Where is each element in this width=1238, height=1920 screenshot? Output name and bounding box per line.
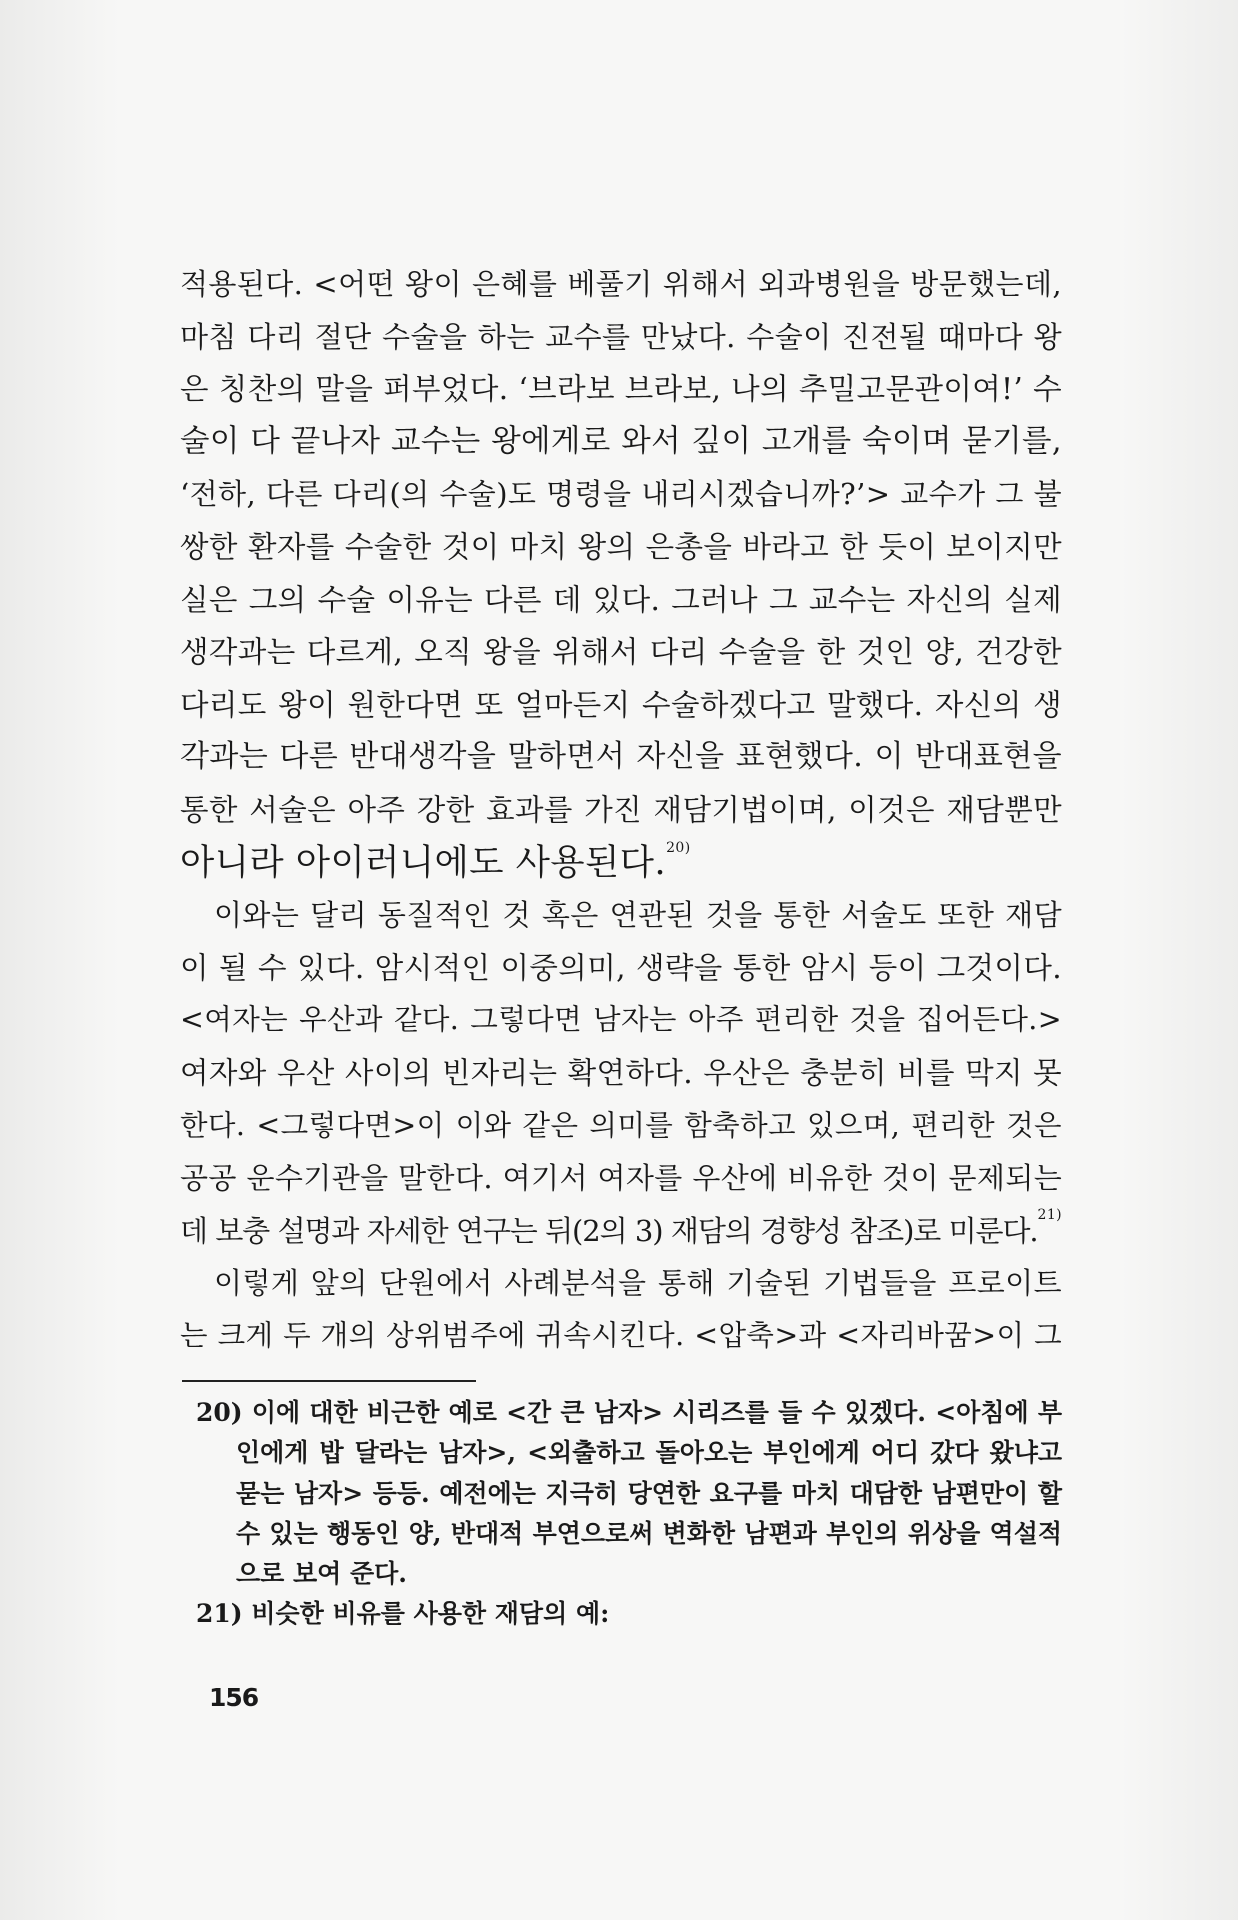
para2-line: 이와는 달리 동질적인 것 혹은 연관된 것을 통한 서술도 또한 재담 [214,898,1062,933]
footnote-20-line: 인에게 밥 달라는 남자>, <외출하고 돌아오는 부인에게 어디 갔다 왔냐고 [236,1438,1062,1468]
para2-line: 이 될 수 있다. 암시적인 이중의미, 생략을 통한 암시 등이 그것이다. [180,950,1062,985]
body-line-end-text: 아니라 아이러니에도 사용된다. [180,841,667,883]
body-line: 실은 그의 수술 이유는 다른 데 있다. 그러나 그 교수는 자신의 실제 [180,582,1062,617]
body-line: 쌍한 환자를 수술한 것이 마치 왕의 은총을 바라고 한 듯이 보이지만 [180,529,1062,564]
para2-line-end [180,1205,1062,1258]
para2-line: 여자와 우산 사이의 빈자리는 확연하다. 우산은 충분히 비를 막지 못 [180,1055,1062,1090]
body-line: 다리도 왕이 원한다면 또 얼마든지 수술하겠다고 말했다. 자신의 생 [180,687,1062,722]
footnote-20-line: 묻는 남자> 등등. 예전에는 지극히 당연한 요구를 마치 대담한 남편만이 할 [236,1478,1062,1508]
para2-line: 공공 운수기관을 말한다. 여기서 여자를 우산에 비유한 것이 문제되는 [180,1161,1063,1196]
body-line: 생각과는 다르게, 오직 왕을 위해서 다리 수술을 한 것인 양, 건강한 [180,635,1062,670]
footnotes [196,1393,1062,1635]
para3-line: 이렇게 앞의 단원에서 사례분석을 통해 기술된 기법들을 프로이트 [214,1266,1062,1301]
footnote-21: 21) 비슷한 비유를 사용한 재담의 예: [196,1599,610,1629]
body-line-end [180,837,1062,890]
body-line: 적용된다. <어떤 왕이 은혜를 베풀기 위해서 외과병원을 방문했는데, [180,267,1062,301]
body-line: ‘전하, 다른 다리(의 수술)도 명령을 내리시겠습니까?’> 교수가 그 불 [180,477,1062,512]
footnote-rule [182,1380,476,1382]
para2-line: 한다. <그렇다면>이 이와 같은 의미를 함축하고 있으며, 편리한 것은 [180,1108,1062,1142]
body-text [180,258,1062,1362]
body-line: 은 칭찬의 말을 퍼부었다. ‘브라보 브라보, 나의 추밀고문관이여!’ 수 [180,372,1062,407]
para2-line-end-text: 데 보충 설명과 자세한 연구는 뒤(2의 3) 재담의 경향성 참조)로 미룬다. [180,1213,1038,1248]
footnote-20-line: 수 있는 행동인 양, 반대적 부연으로써 변화한 남편과 부인의 위상을 역설적 [236,1518,1062,1548]
para2-line: <여자는 우산과 같다. 그렇다면 남자는 아주 편리한 것을 집어든다.> [180,1003,1062,1037]
footnote-20-line: 으로 보여 준다. [236,1559,408,1589]
body-line: 각과는 다른 반대생각을 말하면서 자신을 표현했다. 이 반대표현을 [180,739,1062,775]
page-number: 156 [209,1683,259,1712]
body-line: 술이 다 끝나자 교수는 왕에게로 와서 깊이 고개를 숙이며 묻기를, [180,423,1062,459]
body-line: 통한 서술은 아주 강한 효과를 가진 재담기법이며, 이것은 재담뿐만 [180,792,1062,827]
para3-line: 는 크게 두 개의 상위범주에 귀속시킨다. <압축>과 <자리바꿈>이 그 [180,1318,1062,1352]
footnote-ref-21: 21) [1037,1206,1062,1223]
body-line: 마침 다리 절단 수술을 하는 교수를 만났다. 수술이 진전될 때마다 왕 [180,319,1062,354]
footnote-ref-20: 20) [666,839,691,856]
footnote-20-line: 20) 이에 대한 비근한 예로 <간 큰 남자> 시리즈를 들 수 있겠다. <아침에 부 [196,1398,1062,1427]
